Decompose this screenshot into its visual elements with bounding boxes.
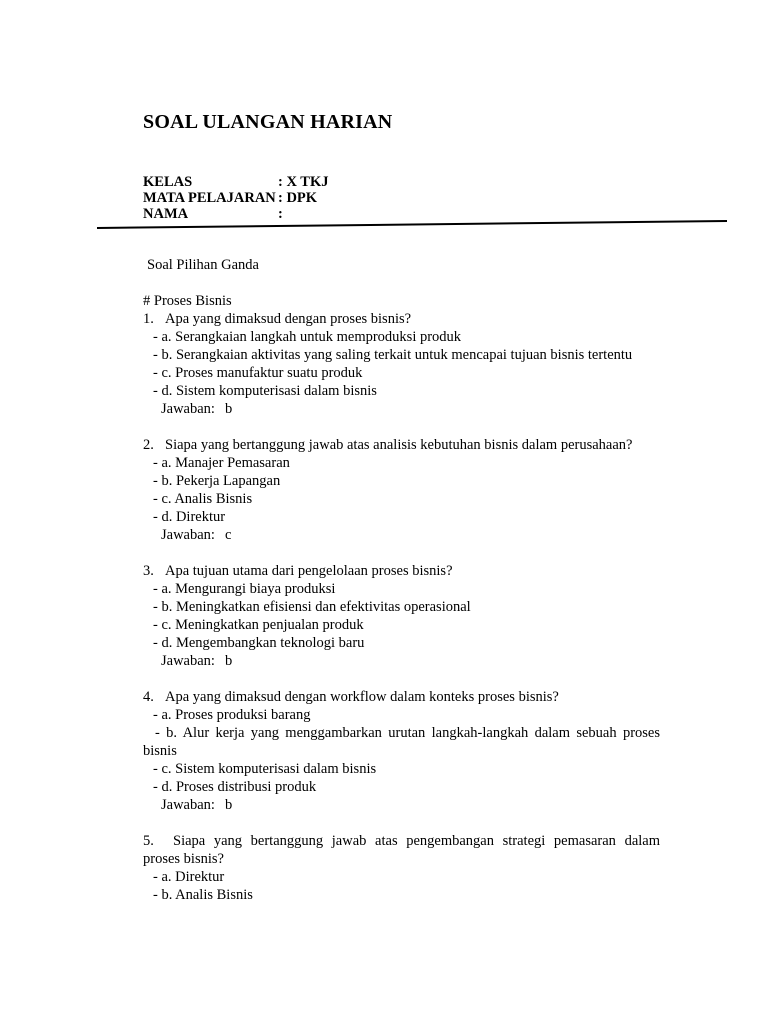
option-b: - b. Serangkaian aktivitas yang saling terkait untuk mencapai tujuan bisnis tertentu [153, 347, 633, 363]
answer-value: b [224, 653, 233, 669]
question-5 [143, 832, 660, 904]
option-a: - a. Manajer Pemasaran [153, 455, 290, 471]
question-4 [143, 688, 660, 814]
question-text [143, 832, 660, 868]
answer-line [143, 400, 660, 418]
topic-heading: # Proses Bisnis [143, 293, 232, 309]
question-1 [143, 310, 660, 418]
option-a: - a. Serangkaian langkah untuk memproduksi produk [153, 329, 462, 345]
option-c: - c. Analis Bisnis [153, 491, 253, 507]
info-row-kelas [143, 174, 329, 190]
answer-value: c [224, 527, 232, 543]
answer-line [143, 526, 660, 544]
question-2 [143, 436, 660, 544]
info-value: : [278, 206, 283, 222]
question-label: Siapa yang bertanggung jawab atas analisis kebutuhan bisnis dalam perusahaan? [165, 437, 633, 453]
question-number: 2. [143, 437, 154, 453]
info-label: NAMA [143, 206, 189, 222]
option-d: - d. Proses distribusi produk [153, 779, 317, 795]
question-text [143, 436, 660, 454]
option-b: - b. Analis Bisnis [153, 887, 253, 903]
option-b: - b. Pekerja Lapangan [153, 473, 281, 489]
question-label: Apa yang dimaksud dengan workflow dalam konteks proses bisnis? [165, 689, 559, 705]
option-a: - a. Proses produksi barang [153, 707, 311, 723]
answer-line [143, 796, 660, 814]
question-label: Apa tujuan utama dari pengelolaan proses bisnis? [165, 563, 453, 579]
info-value: : X TKJ [278, 174, 329, 190]
question-3 [143, 562, 660, 670]
info-label: KELAS [143, 174, 193, 190]
header-divider [97, 220, 727, 230]
question-label: Apa yang dimaksud dengan proses bisnis? [165, 311, 412, 327]
answer-label: Jawaban: [161, 653, 215, 669]
answer-value: b [224, 401, 233, 417]
question-label: Siapa yang bertanggung jawab atas pengembangan strategi pemasaran dalam proses bisnis? [143, 833, 660, 867]
question-number: 5. [143, 833, 154, 849]
answer-label: Jawaban: [161, 401, 215, 417]
question-number: 3. [143, 563, 154, 579]
info-row-mata-pelajaran [143, 190, 329, 206]
info-value: : DPK [278, 190, 318, 206]
info-label: MATA PELAJARAN [143, 190, 276, 206]
option-c: - c. Proses manufaktur suatu produk [153, 365, 363, 381]
answer-label: Jawaban: [161, 527, 215, 543]
option-c: - c. Sistem komputerisasi dalam bisnis [153, 761, 377, 777]
answer-value: b [224, 797, 233, 813]
question-text [143, 310, 660, 328]
document-title: SOAL ULANGAN HARIAN [143, 111, 393, 133]
student-info-block [143, 174, 329, 222]
option-b: - b. Meningkatkan efisiensi dan efektivitas operasional [153, 599, 471, 615]
option-a: - a. Direktur [153, 869, 225, 885]
question-number: 1. [143, 311, 154, 327]
section-title: Soal Pilihan Ganda [147, 257, 259, 273]
answer-label: Jawaban: [161, 797, 215, 813]
option-a: - a. Mengurangi biaya produksi [153, 581, 336, 597]
option-d: - d. Mengembangkan teknologi baru [153, 635, 365, 651]
question-text [143, 688, 660, 706]
option-d: - d. Direktur [153, 509, 226, 525]
question-number: 4. [143, 689, 154, 705]
questions-content [143, 256, 660, 922]
answer-line [143, 652, 660, 670]
option-c: - c. Meningkatkan penjualan produk [153, 617, 364, 633]
question-text [143, 562, 660, 580]
option-b: - b. Alur kerja yang menggambarkan urutan langkah-langkah dalam sebuah proses bisnis [143, 725, 660, 759]
option-d: - d. Sistem komputerisasi dalam bisnis [153, 383, 377, 399]
